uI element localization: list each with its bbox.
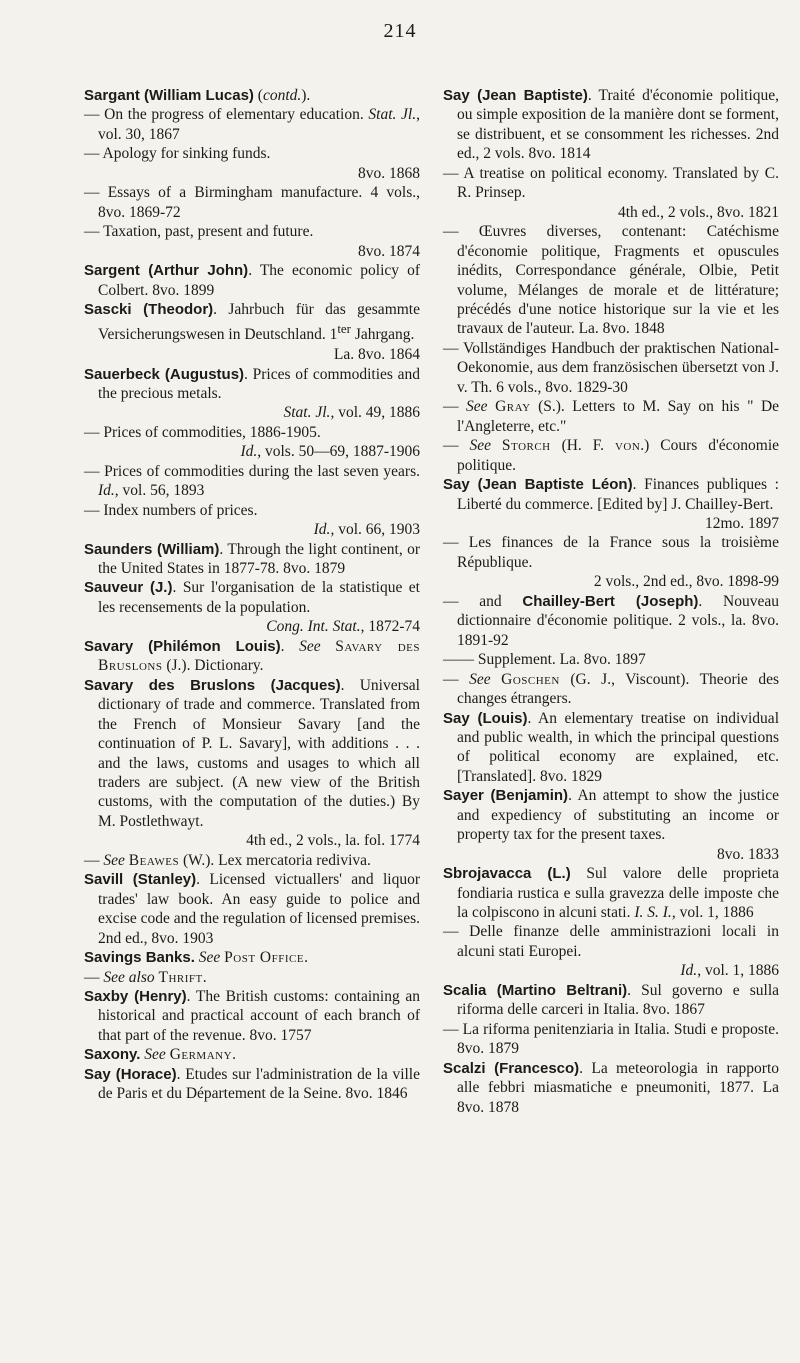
index-entry: — Index numbers of prices. Id., vol. 66, 1903 (84, 501, 420, 539)
index-entry: —— Supplement. La. 8vo. 1897 (443, 651, 646, 669)
index-entry: — See Goschen (G. J., Viscount). Theorie des changes étrangers. (443, 670, 780, 708)
index-entry: — See also Thrift. (84, 968, 207, 986)
index-entry: — Œuvres diverses, contenant: Catéchisme d'économie politique, Fragments et opuscules inédits, Correspondance générale, Olbie, Petit volume, Mélanges de morale et de littérature; précédés d'une notice historique sur la vie et les travaux de l'auteur. La. 8vo. 1848 (443, 223, 779, 338)
left-column (84, 86, 420, 1104)
index-entry: — Vollständiges Handbuch der praktischen National-Oekonomie, aus dem französischen übersetzt von J. v. Th. 6 vols., 8vo. 1829-30 (443, 339, 779, 396)
index-entry: Sbrojavacca (L.) Sul valore delle proprieta fondiaria rustica e sulla gravezza delle imposte che la colpiscono in alcuni stati. I. S. I., vol. 1, 1886 (443, 865, 779, 922)
index-entry: — Essays of a Birmingham manufacture. 4 vols., 8vo. 1869-72 (84, 184, 420, 221)
index-entry: Sargent (Arthur John). The economic policy of Colbert. 8vo. 1899 (84, 262, 420, 299)
index-entry: — La riforma penitenziaria in Italia. Studi e proposte. 8vo. 1879 (443, 1020, 779, 1058)
index-entry: Sauveur (J.). Sur l'organisation de la statistique et les recensements de la population. Cong. Int. Stat., 1872-74 (84, 579, 420, 636)
index-entry: — On the progress of elementary education. Stat. Jl., vol. 30, 1867 (84, 106, 420, 143)
index-entry: Sascki (Theodor). Jahrbuch für das gesammte Versicherungswesen in Deutschland. $1^{ter}$ Jahrgang. La. 8vo. 1864 (84, 300, 420, 364)
index-entry: — Prices of commodities during the last seven years. Id., vol. 56, 1893 (84, 462, 420, 500)
index-entry: — Prices of commodities, 1886-1905. Id., vols. 50—69, 1887-1906 (84, 423, 420, 461)
index-entry: Saxby (Henry). The British customs: containing an historical and practical account of each branch of that part of the revenue. 8vo. 1757 (84, 988, 420, 1044)
index-entry: — A treatise on political economy. Translated by C. R. Prinsep. 4th ed., 2 vols., 8vo. 1821 (443, 164, 779, 221)
index-entry: Saunders (William). Through the light continent, or the United States in 1877-78. 8vo. 1879 (84, 540, 421, 578)
index-entry: Say (Jean Baptiste). Traité d'économie politique, ou simple exposition de la manière dont se forment, se distribuent, et se consomment les richesses. 2nd ed., 2 vols. 8vo. 1814 (443, 87, 780, 163)
index-entry: Saxony. See Germany. (84, 1046, 236, 1064)
index-entry: Savings Banks. See Post Office. (84, 949, 308, 967)
index-entry: — See Beawes (W.). Lex mercatoria rediviva. (84, 851, 371, 869)
index-entry: — Apology for sinking funds. 8vo. 1868 (84, 145, 420, 182)
index-entry: Sargant (William Lucas) (contd.). (84, 87, 311, 104)
index-entry: — See Gray (S.). Letters to M. Say on his " De l'Angleterre, etc." (443, 398, 780, 435)
index-entry: Sayer (Benjamin). An attempt to show the justice and expediency of substituting an income or property tax for the present taxes. 8vo. 1833 (443, 787, 779, 863)
index-entry: Say (Horace). Etudes sur l'administration de la ville de Paris et du Département de la Seine. 8vo. 1846 (84, 1065, 420, 1103)
index-entry: Savary des Bruslons (Jacques). Universal dictionary of trade and commerce. Translated from the French of Monsieur Savary [and the continuation of P. L. Savary], with additions . . . and the laws, customs and usages to which all traders are subject. (A new view of the British customs, with the computation of the duties.) By M. Postlethwayt. 4th ed., 2 vols., la. fol. 1774 (84, 676, 420, 850)
index-entry: Say (Louis). An elementary treatise on individual and public wealth, in which the principal questions of political economy are explained, etc. [Translated]. 8vo. 1829 (443, 709, 779, 785)
index-entry: — Delle finanze delle amministrazioni locali in alcuni stati Europei. Id., vol. 1, 1886 (443, 923, 779, 980)
index-entry: Scalzi (Francesco). La meteorologia in rapporto alle febbri miasmatiche e pneumoniti, 1877. La 8vo. 1878 (443, 1059, 779, 1116)
index-entry: — and Chailley-Bert (Joseph). Nouveau dictionnaire d'économie politique. 2 vols., la. 8vo. 1891-92 (443, 592, 779, 649)
index-entry: — Les finances de la France sous la troisième République. 2 vols., 2nd ed., 8vo. 1898-99 (443, 534, 779, 591)
index-entry: Savary (Philémon Louis). See Savary des Bruslons (J.). Dictionary. (84, 637, 421, 675)
right-column (443, 86, 779, 1117)
index-entry: Savill (Stanley). Licensed victuallers' and liquor trades' law book. An easy guide to police and excise code and the regulation of licensed premises. 2nd ed., 8vo. 1903 (84, 871, 420, 947)
index-entry: Sauerbeck (Augustus). Prices of commodities and the precious metals. Stat. Jl., vol. 49, 1886 (84, 365, 421, 422)
page-number: 214 (383, 20, 417, 42)
index-entry: — Taxation, past, present and future. 8vo. 1874 (84, 223, 420, 260)
index-entry: — See Storch (H. F. von.) Cours d'économie politique. (443, 437, 780, 474)
index-entry: Say (Jean Baptiste Léon). Finances publiques : Liberté du commerce. [Edited by] J. Chailley-Bert. 12mo. 1897 (443, 476, 779, 532)
index-entry: Scalia (Martino Beltrani). Sul governo e sulla riforma delle carceri in Italia. 8vo. 1867 (443, 981, 780, 1019)
